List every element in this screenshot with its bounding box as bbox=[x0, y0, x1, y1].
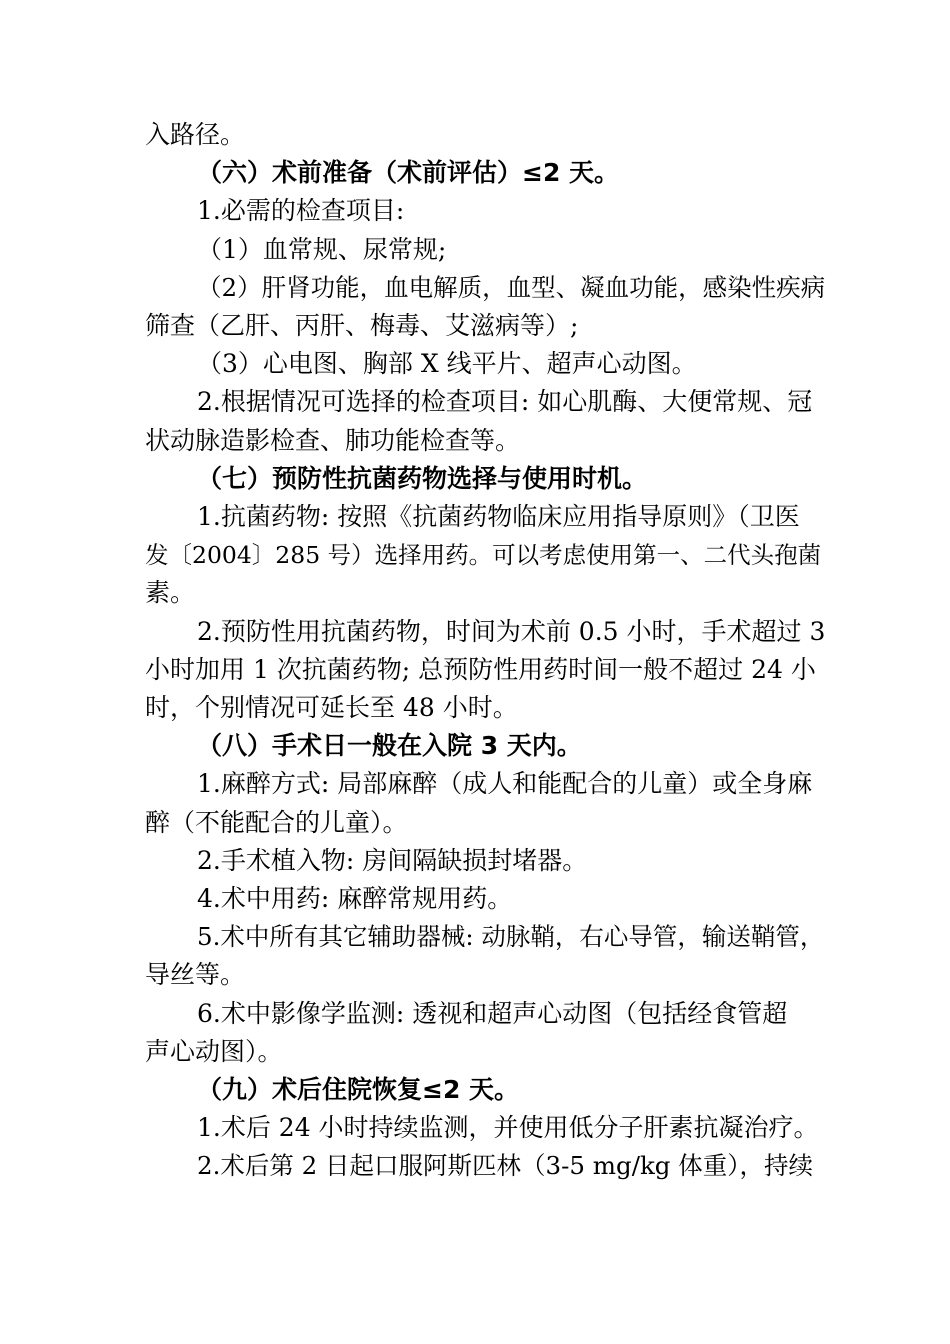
document-body bbox=[145, 116, 826, 1186]
paragraph-line: 1.必需的检查项目: bbox=[197, 196, 405, 226]
paragraph-line: （2）肝肾功能，血电解质，血型、凝血功能，感染性疾病 bbox=[197, 272, 826, 302]
section-heading-6: （六）术前准备（术前评估）≤2 天。 bbox=[197, 158, 620, 188]
text-line-continuation: 筛查（乙肝、丙肝、梅毒、艾滋病等）; bbox=[145, 311, 579, 341]
text-line-continuation: 醉（不能配合的儿童）。 bbox=[145, 807, 408, 837]
text-line-continuation: 素。 bbox=[145, 578, 196, 608]
text-line-continuation: 小时加用 1 次抗菌药物; 总预防性用药时间一般不超过 24 小 bbox=[145, 654, 816, 684]
section-heading-7: （七）预防性抗菌药物选择与使用时机。 bbox=[197, 463, 648, 493]
paragraph-line: 1.麻醉方式: 局部麻醉（成人和能配合的儿童）或全身麻 bbox=[197, 769, 813, 799]
text-line-continuation: 导丝等。 bbox=[145, 960, 246, 990]
paragraph-line: 1.术后 24 小时持续监测，并使用低分子肝素抗凝治疗。 bbox=[197, 1113, 819, 1143]
text-line-continuation: 入路径。 bbox=[145, 120, 246, 149]
paragraph-line: （1）血常规、尿常规; bbox=[197, 234, 447, 264]
paragraph-line: 2.手术植入物: 房间隔缺损封堵器。 bbox=[197, 845, 588, 875]
section-heading-8: （八）手术日一般在入院 3 天内。 bbox=[197, 731, 582, 761]
paragraph-line: 2.根据情况可选择的检查项目: 如心肌酶、大便常规、冠 bbox=[197, 387, 813, 417]
paragraph-line: 1.抗菌药物: 按照《抗菌药物临床应用指导原则》（卫医 bbox=[197, 502, 800, 532]
paragraph-line: 6.术中影像学监测: 透视和超声心动图（包括经食管超 bbox=[197, 998, 788, 1028]
paragraph-line: 2.预防性用抗菌药物，时间为术前 0.5 小时，手术超过 3 bbox=[197, 616, 826, 646]
paragraph-line: 4.术中用药: 麻醉常规用药。 bbox=[197, 884, 513, 914]
paragraph-line: 5.术中所有其它辅助器械: 动脉鞘，右心导管，输送鞘管， bbox=[197, 922, 825, 952]
section-heading-9: （九）术后住院恢复≤2 天。 bbox=[197, 1075, 520, 1105]
text-line-continuation: 状动脉造影检查、肺功能检查等。 bbox=[145, 425, 521, 455]
text-line-continuation: 时，个别情况可延长至 48 小时。 bbox=[145, 693, 518, 723]
paragraph-line: 2.术后第 2 日起口服阿斯匹林（3-5 mg/kg 体重），持续 bbox=[197, 1151, 814, 1181]
text-line-continuation: 声心动图）。 bbox=[145, 1036, 283, 1066]
text-line-continuation: 发〔2004〕285 号）选择用药。可以考虑使用第一、二代头孢菌 bbox=[145, 541, 822, 570]
paragraph-line: （3）心电图、胸部 X 线平片、超声心动图。 bbox=[197, 349, 697, 379]
